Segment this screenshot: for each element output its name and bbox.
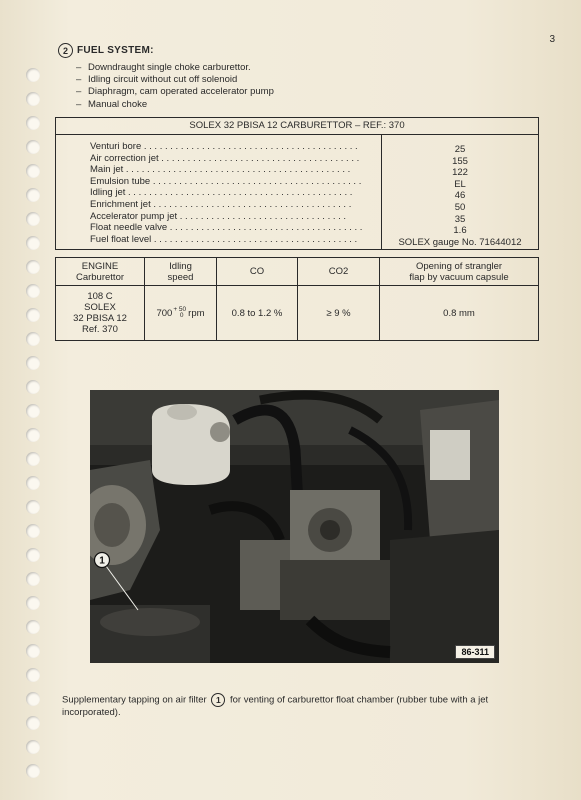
table-row-label: Float needle valve . . . . . . . . . . . . . . . . . . . . . . . . . . . . . . . . . . . . . <box>90 222 363 234</box>
binder-hole <box>26 596 40 610</box>
table-row-value: 46 <box>454 190 466 202</box>
binder-hole <box>26 476 40 490</box>
binder-hole <box>26 236 40 250</box>
cell-strangler-opening: 0.8 mm <box>443 307 475 319</box>
binder-hole <box>26 116 40 130</box>
engine-bay-photo <box>90 390 499 663</box>
cell-co2: ≥ 9 % <box>326 307 351 319</box>
header-strangler-opening: Opening of strangler flap by vacuum capsule <box>409 260 509 283</box>
table-row-label: Fuel float level . . . . . . . . . . . . . . . . . . . . . . . . . . . . . . . . . . . . . . . <box>90 233 358 245</box>
table-row-value: 155 <box>452 155 468 167</box>
table-row-value: EL <box>454 178 466 190</box>
figure-reference: 86-311 <box>455 645 495 659</box>
table-row-label: Air correction jet . . . . . . . . . . . . . . . . . . . . . . . . . . . . . . . . . . . . . . <box>90 152 360 164</box>
table-row-value: 122 <box>452 167 468 179</box>
binder-hole <box>26 92 40 106</box>
cell-idling-speed: 700 + 50 0 rpm <box>156 305 205 319</box>
binder-hole <box>26 188 40 202</box>
binder-hole <box>26 668 40 682</box>
table-row-label: Emulsion tube . . . . . . . . . . . . . . . . . . . . . . . . . . . . . . . . . . . . . . . . <box>90 175 362 187</box>
binder-holes <box>0 0 40 800</box>
table-row-label: Idling jet . . . . . . . . . . . . . . . . . . . . . . . . . . . . . . . . . . . . . . . . . . . <box>90 187 353 199</box>
binder-hole <box>26 140 40 154</box>
cell-co: 0.8 to 1.2 % <box>231 307 283 319</box>
list-item: – Diaphragm, cam operated accelerator pump <box>76 86 274 98</box>
binder-hole <box>26 332 40 346</box>
section-number-badge: 2 <box>58 43 73 58</box>
header-engine: ENGINE Carburettor <box>75 260 125 283</box>
header-co: CO <box>249 266 265 277</box>
binder-hole <box>26 428 40 442</box>
section-title: FUEL SYSTEM: <box>77 45 154 56</box>
setting-values <box>382 144 538 248</box>
setting-labels <box>90 141 375 245</box>
section-heading <box>58 43 154 58</box>
list-item: – Manual choke <box>76 98 148 110</box>
binder-hole <box>26 356 40 370</box>
table-row-value: SOLEX gauge No. 71644012 <box>398 236 522 248</box>
binder-hole <box>26 68 40 82</box>
binder-hole <box>26 620 40 634</box>
binder-hole <box>26 164 40 178</box>
binder-hole <box>26 308 40 322</box>
feature-list <box>76 62 274 111</box>
table-row-value: 35 <box>454 213 466 225</box>
table-row-value: 50 <box>454 201 466 213</box>
table-row-label: Enrichment jet . . . . . . . . . . . . . . . . . . . . . . . . . . . . . . . . . . . . . . <box>90 198 352 210</box>
header-idling-speed: Idling speed <box>167 260 194 283</box>
engine-bay-illustration <box>90 390 499 663</box>
cell-engine: 108 C SOLEX 32 PBISA 12 Ref. 370 <box>73 291 127 335</box>
page-number: 3 <box>549 34 555 45</box>
binder-hole <box>26 740 40 754</box>
binder-hole <box>26 716 40 730</box>
table-row-value: 25 <box>454 144 466 155</box>
binder-hole <box>26 452 40 466</box>
binder-hole <box>26 764 40 778</box>
binder-hole <box>26 692 40 706</box>
binder-hole <box>26 524 40 538</box>
list-item: – Downdraught single choke carburettor. <box>76 62 251 73</box>
binder-hole <box>26 572 40 586</box>
table-row-label: Venturi bore . . . . . . . . . . . . . . . . . . . . . . . . . . . . . . . . . . . . . . . . . <box>90 141 358 152</box>
binder-hole <box>26 404 40 418</box>
list-item: – Idling circuit without cut off solenoid <box>76 74 238 86</box>
photo-caption: Supplementary tapping on air filter 1 for venting of carburettor float chamber (rubber tube with a jet incorporated). <box>62 694 489 719</box>
binder-hole <box>26 380 40 394</box>
caption-callout-number: 1 <box>211 693 225 707</box>
table-row-value: 1.6 <box>453 225 467 237</box>
binder-hole <box>26 644 40 658</box>
table-title: SOLEX 32 PBISA 12 CARBURETTOR – REF.: 370 <box>56 118 538 135</box>
table-row-label: Accelerator pump jet . . . . . . . . . . . . . . . . . . . . . . . . . . . . . . . . <box>90 210 347 222</box>
binder-hole <box>26 212 40 226</box>
binder-hole <box>26 500 40 514</box>
binder-hole <box>26 284 40 298</box>
binder-hole <box>26 548 40 562</box>
photo-callout-number: 1 <box>99 555 105 567</box>
carburettor-settings-table <box>55 117 539 250</box>
table-row-label: Main jet . . . . . . . . . . . . . . . . . . . . . . . . . . . . . . . . . . . . . . . . . . . <box>90 164 351 176</box>
binder-hole <box>26 260 40 274</box>
header-co2: CO2 <box>328 266 349 277</box>
idling-settings-table <box>55 257 539 341</box>
